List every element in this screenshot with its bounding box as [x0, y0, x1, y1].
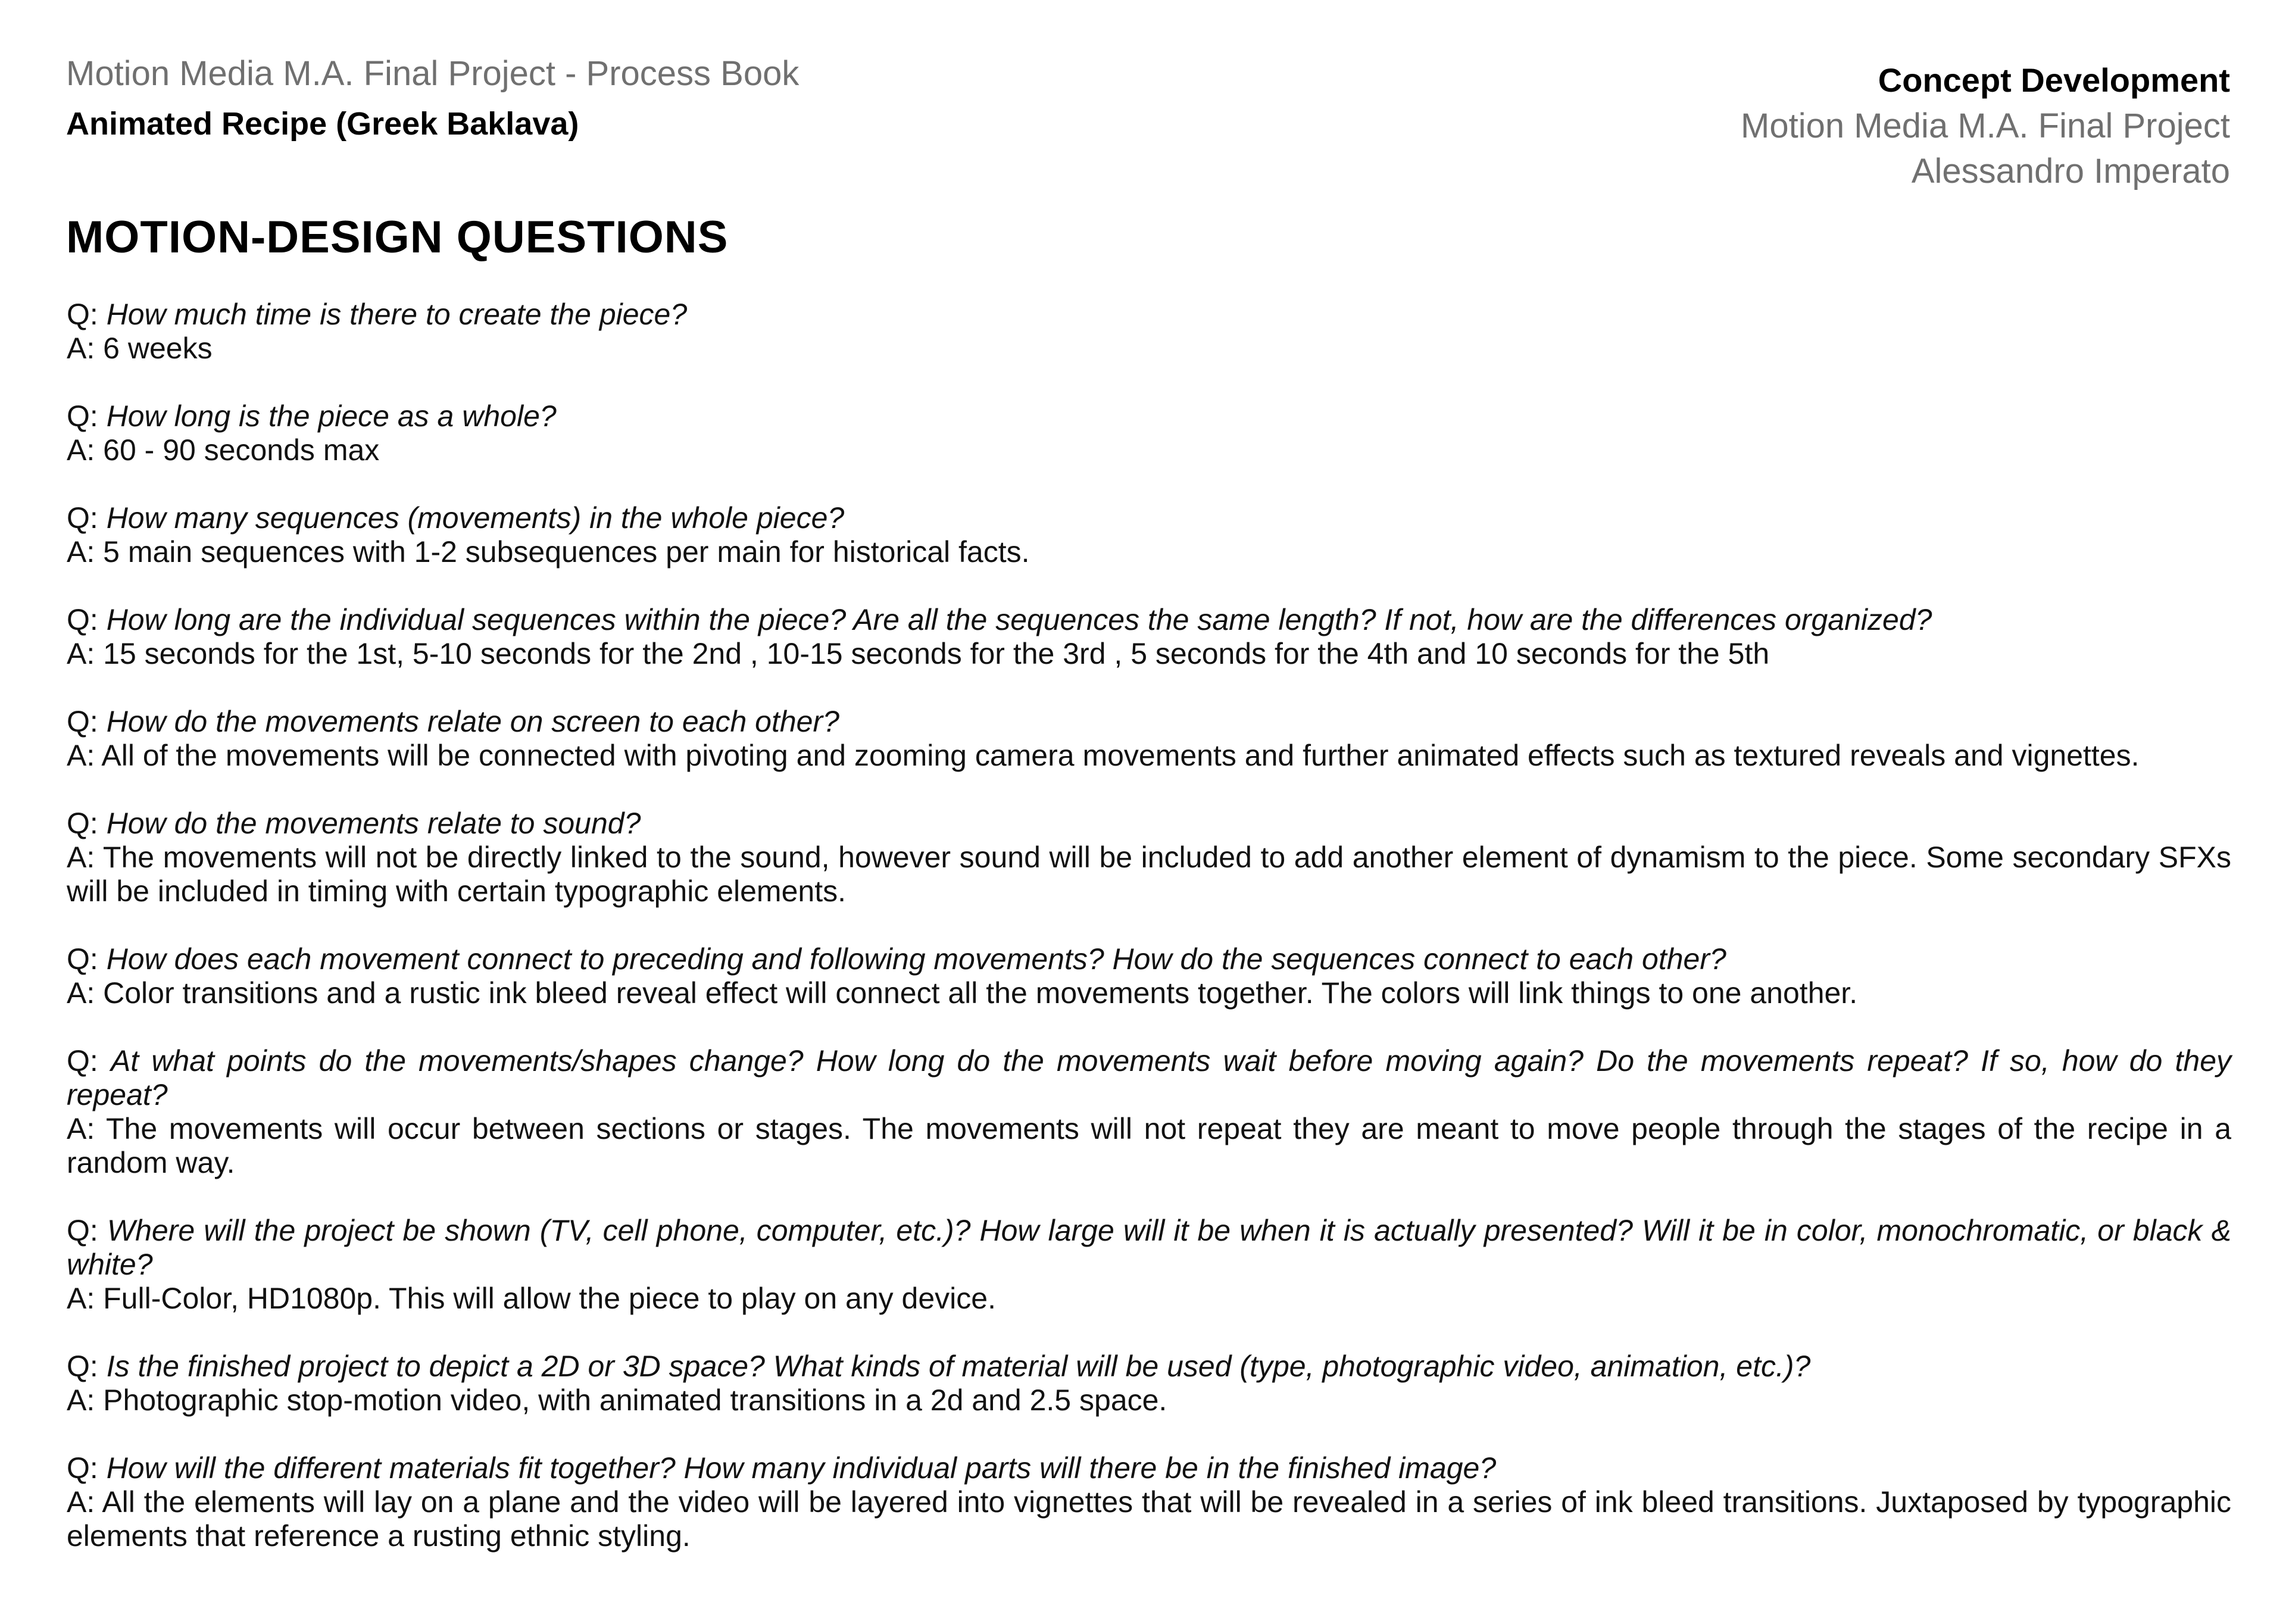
question-text: How do the movements relate to sound?: [106, 807, 641, 840]
question-text: How will the different materials fit together? How many individual parts will there be in the finished image?: [106, 1451, 1497, 1485]
answer: [67, 739, 2231, 773]
question: [67, 603, 2231, 637]
answer-text: All of the movements will be connected with pivoting and zooming camera movements and further animated effects such as textured reveals and vignettes.: [101, 739, 2140, 772]
answer: [67, 841, 2231, 908]
question-text: How long are the individual sequences within the piece? Are all the sequences the same length? If not, how are the differences organized?: [106, 603, 1932, 636]
answer-text: All the elements will lay on a plane and the video will be layered into vignettes that will be revealed in a series of ink bleed transitions. Juxtaposed by typographic elements that reference a rusting ethnic styling.: [67, 1485, 2231, 1553]
question-prefix: Q:: [67, 603, 107, 636]
question-text: Is the finished project to depict a 2D or 3D space? What kinds of material will be used (type, photographic video, animation, etc.)?: [106, 1350, 1811, 1383]
question-prefix: Q:: [67, 1451, 107, 1485]
question-prefix: Q:: [67, 501, 107, 535]
question-text: How does each movement connect to preceding and following movements? How do the sequences connect to each other?: [106, 942, 1726, 976]
question-text: How much time is there to create the piece?: [106, 298, 688, 331]
answer-prefix: A:: [67, 1485, 102, 1519]
answer-text: Full-Color, HD1080p. This will allow the piece to play on any device.: [103, 1282, 996, 1315]
answer-prefix: A:: [67, 433, 104, 467]
answer-prefix: A:: [67, 1383, 104, 1417]
answer-text: 6 weeks: [103, 332, 213, 365]
answer: [67, 1485, 2231, 1553]
qa-item: [67, 1214, 2231, 1316]
question: [67, 705, 2231, 739]
qa-item: [67, 942, 2231, 1010]
page-heading: MOTION-DESIGN QUESTIONS: [66, 212, 729, 263]
section-title: Concept Development: [1878, 61, 2230, 99]
qa-item: [67, 705, 2231, 773]
question-prefix: Q:: [67, 807, 107, 840]
answer-text: 60 - 90 seconds max: [103, 433, 380, 467]
question: [67, 1044, 2231, 1112]
answer: [67, 535, 2231, 569]
question: [67, 1214, 2231, 1282]
answer-text: Color transitions and a rustic ink bleed reveal effect will connect all the movements together. The colors will link things to one another.: [103, 976, 1858, 1010]
course-name: Motion Media M.A. Final Project: [1741, 107, 2230, 145]
question-text: How many sequences (movements) in the whole piece?: [106, 501, 845, 535]
question: [67, 501, 2231, 535]
qa-item: [67, 399, 2231, 467]
question-prefix: Q:: [67, 942, 107, 976]
question: [67, 807, 2231, 841]
answer: [67, 1282, 2231, 1316]
answer-text: 5 main sequences with 1-2 subsequences per main for historical facts.: [103, 535, 1030, 569]
qa-item: [67, 807, 2231, 908]
answer-prefix: A:: [67, 1282, 104, 1315]
answer-text: The movements will occur between sections or stages. The movements will not repeat they are meant to move people through the stages of the recipe in a random way.: [67, 1112, 2232, 1179]
question: [67, 942, 2231, 976]
answer-prefix: A:: [67, 739, 102, 772]
answer-text: Photographic stop-motion video, with animated transitions in a 2d and 2.5 space.: [103, 1383, 1167, 1417]
question: [67, 1350, 2231, 1383]
question-prefix: Q:: [67, 1044, 111, 1078]
question: [67, 1451, 2231, 1485]
question-prefix: Q:: [67, 399, 107, 433]
qa-item: [67, 298, 2231, 366]
answer: [67, 332, 2231, 366]
question-prefix: Q:: [67, 1214, 107, 1247]
question: [67, 298, 2231, 332]
question-text: How do the movements relate on screen to each other?: [106, 705, 839, 738]
author-name: Alessandro Imperato: [1911, 152, 2230, 190]
qa-list: [67, 298, 2231, 1587]
answer: [67, 433, 2231, 467]
question-prefix: Q:: [67, 298, 107, 331]
answer-text: 15 seconds for the 1st, 5-10 seconds for the 2nd , 10-15 seconds for the 3rd , 5 seconds for the 4th and 10 seconds for the 5th: [103, 637, 1770, 670]
qa-item: [67, 603, 2231, 671]
answer-prefix: A:: [67, 535, 104, 569]
question-prefix: Q:: [67, 1350, 107, 1383]
question: [67, 399, 2231, 433]
qa-item: [67, 1451, 2231, 1553]
project-line: Motion Media M.A. Final Project - Process Book: [66, 54, 800, 93]
answer-prefix: A:: [67, 976, 104, 1010]
question-text: At what points do the movements/shapes change? How long do the movements wait before moving again? Do the movements repeat? If so, how do they repeat?: [67, 1044, 2231, 1111]
qa-item: [67, 1350, 2231, 1417]
answer-prefix: A:: [67, 841, 103, 874]
answer: [67, 637, 2231, 671]
header-right: [1741, 57, 2230, 194]
answer: [67, 976, 2231, 1010]
answer-text: The movements will not be directly linked to the sound, however sound will be included to add another element of dynamism to the piece. Some secondary SFXs will be included in timing with certain typographic elements.: [67, 841, 2231, 908]
question-text: How long is the piece as a whole?: [106, 399, 557, 433]
project-title: Animated Recipe (Greek Baklava): [66, 106, 579, 142]
question-prefix: Q:: [67, 705, 107, 738]
answer-prefix: A:: [67, 1112, 106, 1145]
question-text: Where will the project be shown (TV, cell phone, computer, etc.)? How large will it be when it is actually presented? Will it be in color, monochromatic, or black & white?: [67, 1214, 2231, 1281]
qa-item: [67, 1044, 2231, 1180]
answer: [67, 1383, 2231, 1417]
answer: [67, 1112, 2231, 1180]
answer-prefix: A:: [67, 637, 104, 670]
answer-prefix: A:: [67, 332, 104, 365]
header-left: [66, 52, 799, 148]
qa-item: [67, 501, 2231, 569]
